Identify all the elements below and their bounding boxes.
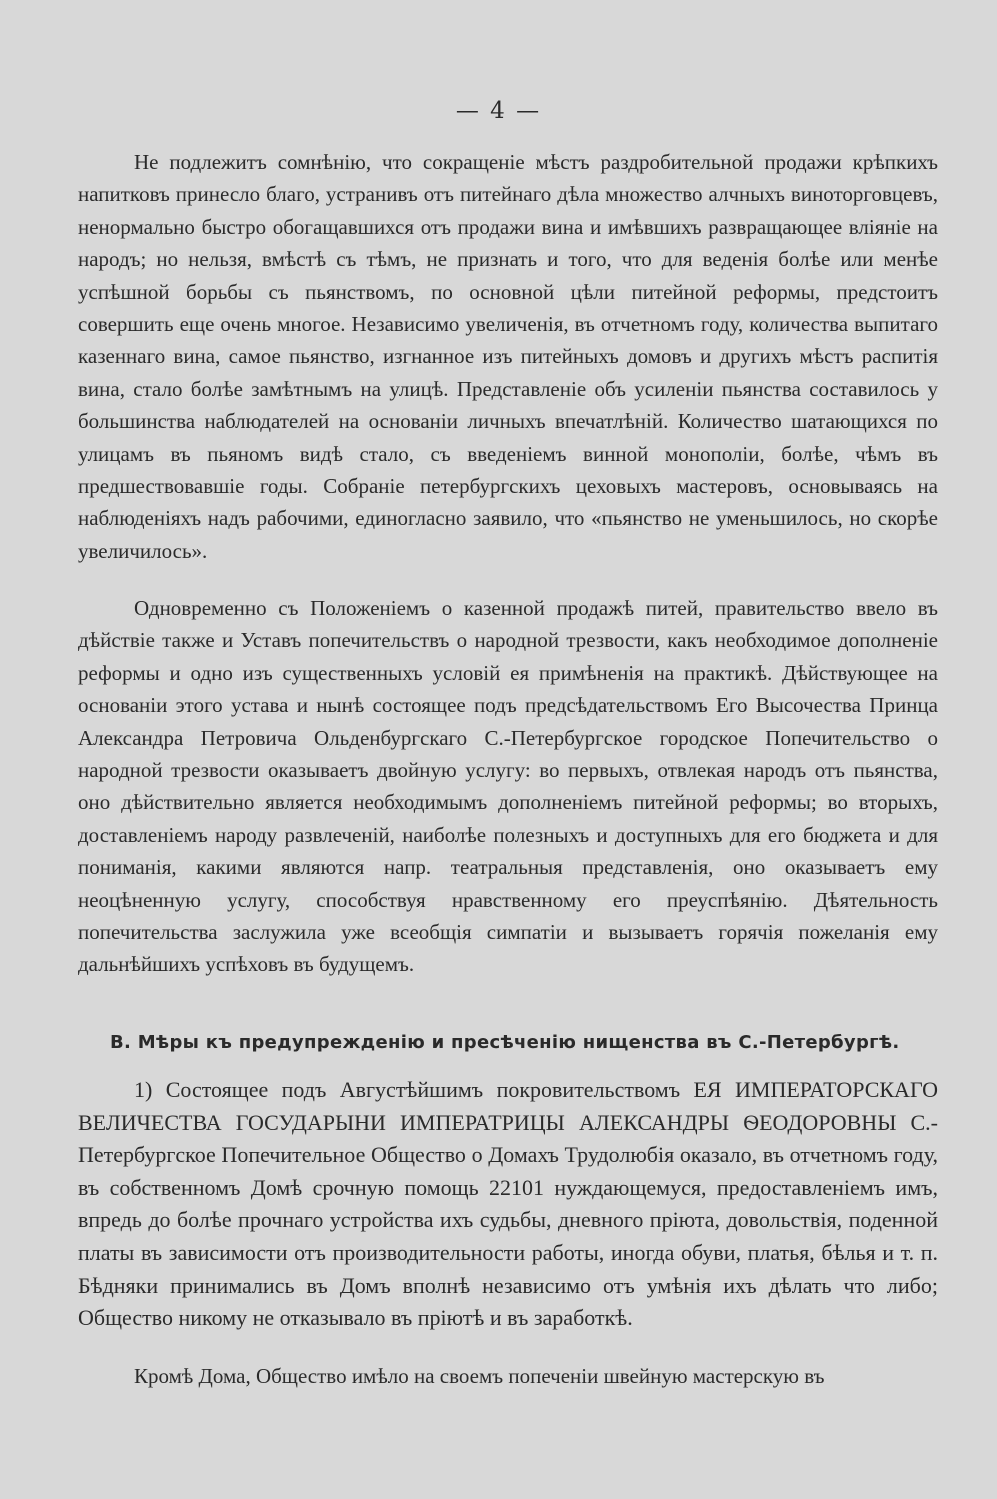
paragraph-trusteeship — [78, 592, 938, 981]
paragraph-text: Одновременно съ Положеніемъ о казенной продажѣ питей, правительство ввело въ дѣйствіе также и Уставъ попечительствъ о народной трезвости, какъ необходимое дополненіе реформы и одно изъ существенныхъ условій ея примѣненія на практикѣ. Дѣйствующее на основаніи этого устава и нынѣ состоящее подъ предсѣдательствомъ Его Высочества Принца Александра Петровича Ольденбургскаго С.-Петербургское городское Попечительство о народной трезвости оказываетъ двойную услугу: во первыхъ, отвлекая народъ отъ пьянства, оно дѣйствительно является необходимымъ дополненіемъ питейной реформы; во вторыхъ, доставленіемъ народу развлеченій, наиболѣе полезныхъ и доступныхъ для его бюджета и для пониманія, какими являются напр. театральныя представленія, оно оказываетъ ему неоцѣненную услугу, способствуя нравственному его преуспѣянію. Дѣятельность попечительства заслужила уже всеобщія симпатіи и вызываетъ горячія пожеланія ему дальнѣйшихъ успѣховъ въ будущемъ. — [78, 596, 938, 977]
section-heading: В. Мѣры къ предупрежденію и пресѣченію нищенства въ С.-Петербургѣ. — [110, 1032, 900, 1053]
paragraph-continued — [78, 1360, 938, 1392]
paragraph-houses-of-industry — [78, 1074, 938, 1335]
paragraph-sobriety-reform — [78, 146, 938, 567]
paragraph-text: 1) Состоящее подъ Августѣйшимъ покровительствомъ ЕЯ ИМПЕРАТОРСКАГО ВЕЛИЧЕСТВА ГОСУДАРЫНИ ИМПЕРАТРИЦЫ АЛЕКСАНДРЫ ѲЕОДОРОВНЫ С.-Петербургское Попечительное Общество о Домахъ Трудолюбія оказало, въ отчетномъ году, въ собственномъ Домѣ срочную помощь 22101 нуждающемуся, предоставленіемъ имъ, впредь до болѣе прочнаго устройства ихъ судьбы, дневного пріюта, довольствія, поденной платы въ зависимости отъ производительности работы, иногда обуви, платья, бѣлья и т. п. Бѣдняки принимались въ Домъ вполнѣ независимо отъ умѣнія ихъ дѣлать что либо; Общество никому не отказывало въ пріютѣ и въ заработкѣ. — [78, 1077, 938, 1331]
paragraph-text: Не подлежитъ сомнѣнію, что сокращеніе мѣстъ раздробительной продажи крѣпкихъ напитковъ принесло благо, устранивъ отъ питейнаго дѣла множество алчныхъ виноторговцевъ, ненормально быстро обогащавшихся отъ продажи вина и имѣвшихъ развращающее вліяніе на народъ; но нельзя, вмѣстѣ съ тѣмъ, не признать и того, что для веденія болѣе или менѣе успѣшной борьбы съ пьянствомъ, по основной цѣли питейной реформы, предстоитъ совершить еще очень многое. Независимо увеличенія, въ отчетномъ году, количества выпитаго казеннаго вина, самое пьянство, изгнанное изъ питейныхъ домовъ и другихъ мѣстъ распитія вина, стало болѣе замѣтнымъ на улицѣ. Представленіе объ усиленіи пьянства составилось у большинства наблюдателей на основаніи личныхъ впечатлѣній. Количество шатающихся по улицамъ въ пьяномъ видѣ стало, съ введеніемъ винной монополіи, болѣе, чѣмъ въ предшествовавшіе годы. Собраніе петербургскихъ цеховыхъ мастеровъ, основываясь на наблюденіяхъ надъ рабочими, единогласно заявило, что «пьянство не уменьшилось, но скорѣе увеличилось». — [78, 150, 938, 563]
paragraph-text: Кромѣ Дома, Общество имѣло на своемъ попеченіи швейную мастерскую въ — [134, 1364, 825, 1388]
page-number: — 4 — — [455, 98, 542, 124]
